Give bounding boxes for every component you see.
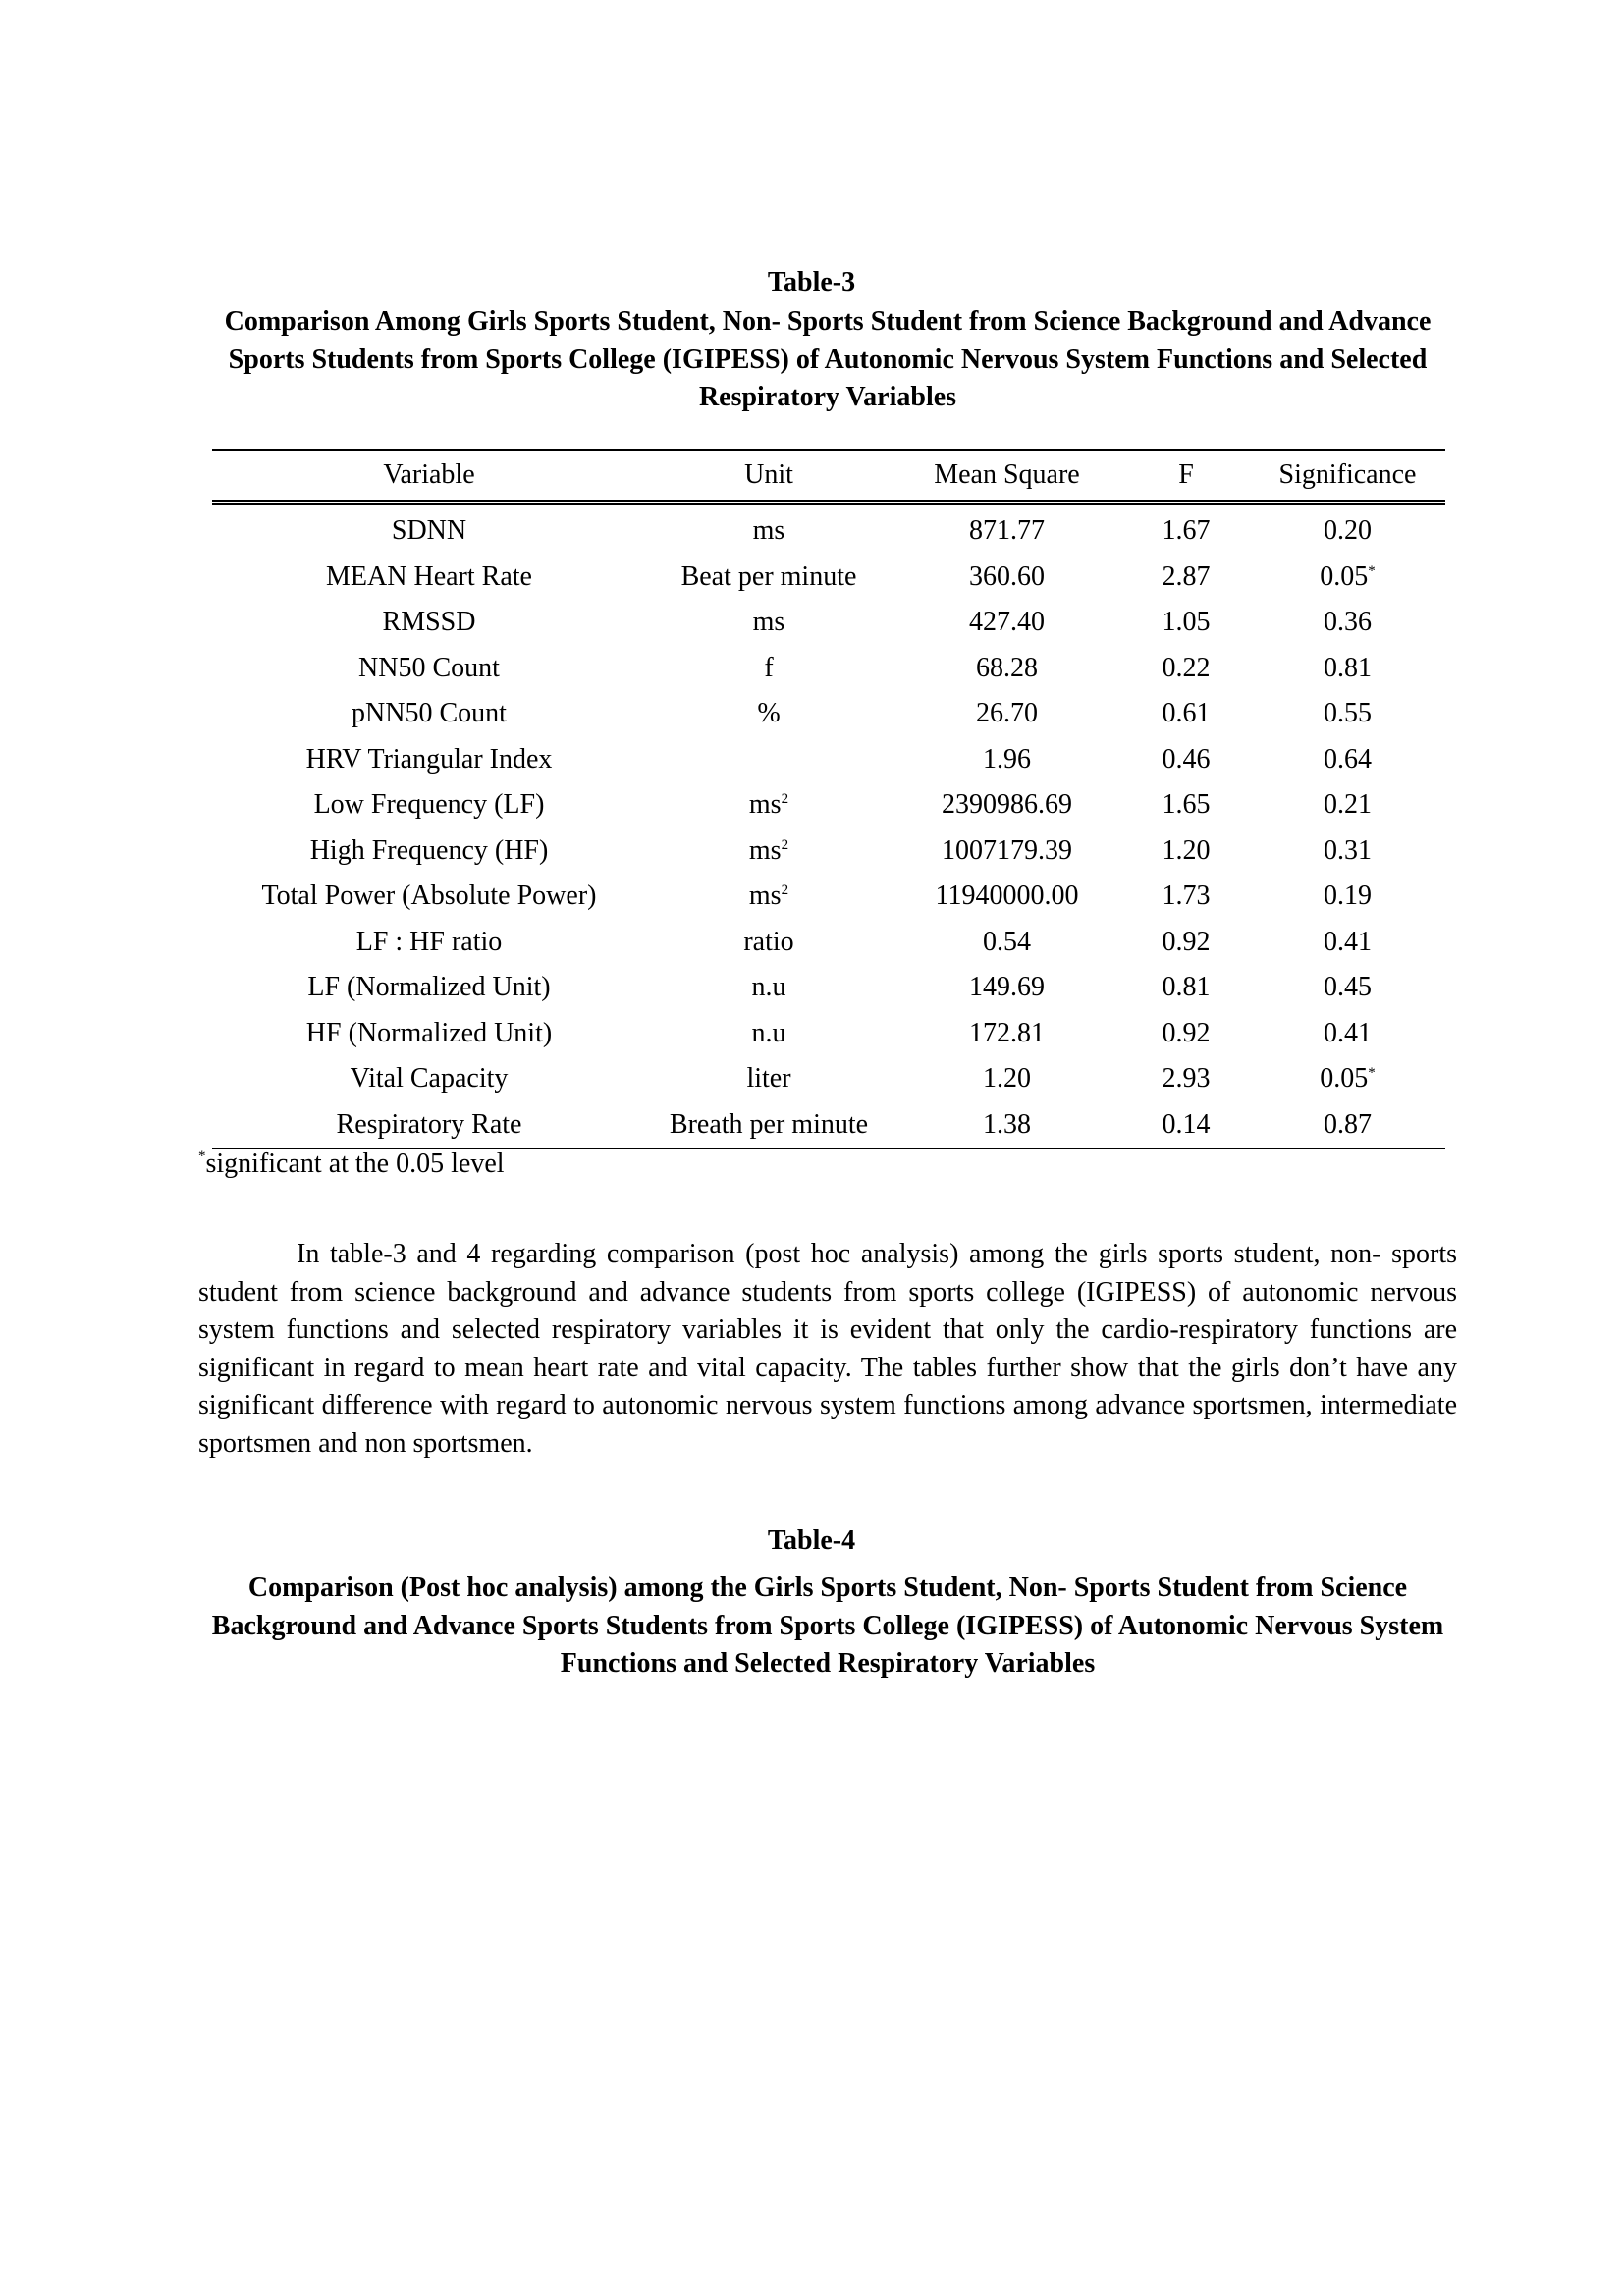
significance-asterisk: * xyxy=(1368,1065,1376,1082)
cell-mean-square: 1007179.39 xyxy=(942,834,1072,866)
cell-variable: LF (Normalized Unit) xyxy=(307,972,551,1003)
cell-unit: ratio xyxy=(743,926,794,957)
table-3-footnote xyxy=(198,1147,505,1182)
cell-f: 0.92 xyxy=(1162,1017,1211,1048)
cell-significance: 0.21 xyxy=(1324,789,1372,821)
cell-variable: Vital Capacity xyxy=(350,1063,509,1095)
cell-variable: RMSSD xyxy=(382,607,476,638)
cell-f: 0.92 xyxy=(1162,926,1211,957)
cell-variable: Low Frequency (LF) xyxy=(313,789,545,821)
cell-variable: High Frequency (HF) xyxy=(309,834,549,866)
table-row xyxy=(212,1011,1445,1057)
cell-unit: f xyxy=(764,652,774,683)
cell-significance: 0.05* xyxy=(1320,1063,1376,1095)
cell-unit: n.u xyxy=(751,972,786,1003)
cell-f: 0.22 xyxy=(1162,652,1211,683)
cell-variable: LF : HF ratio xyxy=(355,926,503,957)
cell-significance: 0.20 xyxy=(1324,515,1372,547)
cell-unit: $ms^2$ xyxy=(748,789,789,821)
cell-significance: 0.55 xyxy=(1324,698,1372,729)
body-paragraph: In table-3 and 4 regarding comparison (post hoc analysis) among the girls sports student, non- sports student from science background and advance students from sports college (IGIPESS) of autonomic nervous system functions and selected respiratory variables it is evident that only the cardio-respiratory functions are significant in regard to mean heart rate and vital capacity. The tables further show that the girls don’t have any significant difference with regard to autonomic nervous system functions among advance sportsmen, intermediate sportsmen and non sportsmen. xyxy=(198,1239,1457,1459)
table-row xyxy=(212,874,1445,920)
cell-mean-square: 172.81 xyxy=(969,1017,1045,1048)
cell-unit: % xyxy=(757,698,781,729)
table-row xyxy=(212,920,1445,966)
cell-significance: 0.41 xyxy=(1324,1017,1372,1048)
cell-unit xyxy=(646,737,892,783)
cell-significance: 0.81 xyxy=(1324,652,1372,683)
cell-f: 2.87 xyxy=(1162,561,1211,592)
table-row xyxy=(212,1102,1445,1149)
cell-f: 0.81 xyxy=(1162,972,1211,1003)
table-row xyxy=(212,646,1445,692)
cell-mean-square: 2390986.69 xyxy=(942,789,1072,821)
table-row xyxy=(212,555,1445,601)
significance-asterisk: * xyxy=(1368,562,1376,579)
cell-mean-square: 26.70 xyxy=(976,698,1038,729)
table-3 xyxy=(212,449,1445,1149)
cell-mean-square: 1.38 xyxy=(892,1102,1122,1149)
cell-significance: 0.31 xyxy=(1324,834,1372,866)
cell-f: 1.73 xyxy=(1162,881,1211,912)
cell-mean-square: 871.77 xyxy=(969,515,1045,547)
cell-unit: Beat per minute xyxy=(680,561,857,592)
table-header-row xyxy=(212,450,1445,503)
cell-f: 1.65 xyxy=(1162,789,1211,821)
cell-f: 1.20 xyxy=(1162,834,1211,866)
cell-f: 0.14 xyxy=(1122,1102,1250,1149)
table-row xyxy=(212,691,1445,737)
cell-f: 1.05 xyxy=(1162,607,1211,638)
cell-unit: ms xyxy=(752,607,785,638)
cell-mean-square: 360.60 xyxy=(969,561,1045,592)
cell-significance: 0.05* xyxy=(1320,561,1376,592)
cell-mean-square: 68.28 xyxy=(976,652,1038,683)
cell-variable: Respiratory Rate xyxy=(212,1102,646,1149)
cell-variable: HF (Normalized Unit) xyxy=(305,1017,553,1048)
cell-unit: n.u xyxy=(751,1017,786,1048)
cell-f: 0.46 xyxy=(1162,743,1211,774)
table-body xyxy=(212,503,1445,1149)
footnote-asterisk: * xyxy=(198,1148,206,1164)
cell-unit: $ms^2$ xyxy=(748,834,789,866)
table-row xyxy=(212,828,1445,875)
cell-f: 1.67 xyxy=(1162,515,1211,547)
cell-mean-square: 149.69 xyxy=(969,972,1045,1003)
table-3-label: Table-3 xyxy=(767,267,856,297)
table-row xyxy=(212,965,1445,1011)
cell-variable: NN50 Count xyxy=(358,652,500,683)
cell-unit: Breath per minute xyxy=(646,1102,892,1149)
table-row xyxy=(212,1056,1445,1102)
table-4-label: Table-4 xyxy=(767,1525,856,1556)
table-row xyxy=(212,782,1445,828)
cell-significance: 0.19 xyxy=(1324,881,1372,912)
cell-mean-square: 0.54 xyxy=(983,926,1031,957)
cell-variable: Total Power (Absolute Power) xyxy=(261,881,597,912)
table-row xyxy=(212,600,1445,646)
cell-f: 2.93 xyxy=(1162,1063,1211,1095)
header-significance: Significance xyxy=(1250,450,1445,503)
cell-significance: 0.64 xyxy=(1324,743,1372,774)
cell-variable: HRV Triangular Index xyxy=(305,743,553,774)
cell-significance: 0.87 xyxy=(1250,1102,1445,1149)
cell-mean-square: 1.20 xyxy=(983,1063,1031,1095)
footnote-text: significant at the 0.05 level xyxy=(205,1148,505,1179)
cell-mean-square: 11940000.00 xyxy=(935,881,1079,912)
table-4-caption: Comparison (Post hoc analysis) among the Girls Sports Student, Non- Sports Student from Science Background and Advance Sports Students from Sports College (IGIPESS) of Autonomic Nervous System Functions and Selected Respiratory Variables xyxy=(211,1573,1444,1679)
header-variable: Variable xyxy=(212,450,646,503)
cell-mean-square: 427.40 xyxy=(969,607,1045,638)
cell-mean-square: 1.96 xyxy=(983,743,1031,774)
cell-unit: $ms^2$ xyxy=(748,881,789,912)
cell-variable: SDNN xyxy=(391,515,467,547)
table-3-caption: Comparison Among Girls Sports Student, Non- Sports Student from Science Background and Advance Sports Students from Sports College (IGIPESS) of Autonomic Nervous System Functions and Selected Respiratory Variables xyxy=(224,306,1432,412)
cell-unit: liter xyxy=(746,1063,791,1095)
cell-variable: MEAN Heart Rate xyxy=(326,561,532,592)
header-f: F xyxy=(1122,450,1250,503)
cell-unit: ms xyxy=(752,515,785,547)
cell-significance: 0.41 xyxy=(1324,926,1372,957)
header-mean-square: Mean Square xyxy=(892,450,1122,503)
table-row xyxy=(212,737,1445,783)
header-unit: Unit xyxy=(646,450,892,503)
cell-f: 0.61 xyxy=(1162,698,1211,729)
table-row xyxy=(212,503,1445,555)
cell-variable: pNN50 Count xyxy=(352,698,507,729)
cell-significance: 0.36 xyxy=(1324,607,1372,638)
cell-significance: 0.45 xyxy=(1324,972,1372,1003)
